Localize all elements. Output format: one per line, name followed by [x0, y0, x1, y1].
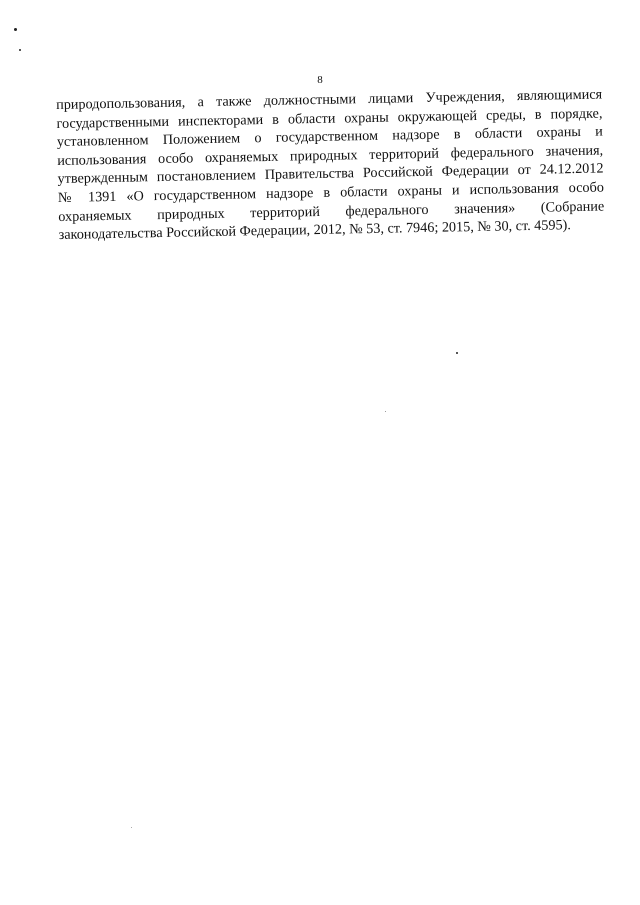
page-number: 8: [317, 74, 323, 86]
paragraph-line: охраняемых природных территорий федерального значения» (Собрание: [58, 198, 605, 225]
scan-speck: [19, 49, 21, 51]
scan-speck: [14, 28, 17, 31]
paragraph-line: законодательства Российской Федерации, 2012, № 53, ст. 7946; 2015, № 30, ст. 4595).: [58, 217, 572, 244]
scan-speck: [385, 411, 386, 412]
body-paragraph: [56, 86, 605, 245]
paragraph-line: использования особо охраняемых природных территорий федерального значения,: [57, 142, 604, 169]
paragraph-line: государственными инспекторами в области охраны окружающей среды, в порядке,: [56, 105, 603, 132]
paragraph-line: установленном Положением о государственном надзоре в области охраны и: [56, 123, 603, 151]
paragraph-line: природопользования, а также должностными лицами Учреждения, являющимися: [56, 86, 603, 113]
scan-speck: [456, 352, 458, 354]
paragraph-line: № 1391 «О государственном надзоре в области охраны и использования особо: [57, 179, 605, 206]
paragraph-line: утвержденным постановлением Правительства Российской Федерации от 24.12.2012: [57, 160, 604, 188]
scan-speck: [131, 827, 132, 828]
